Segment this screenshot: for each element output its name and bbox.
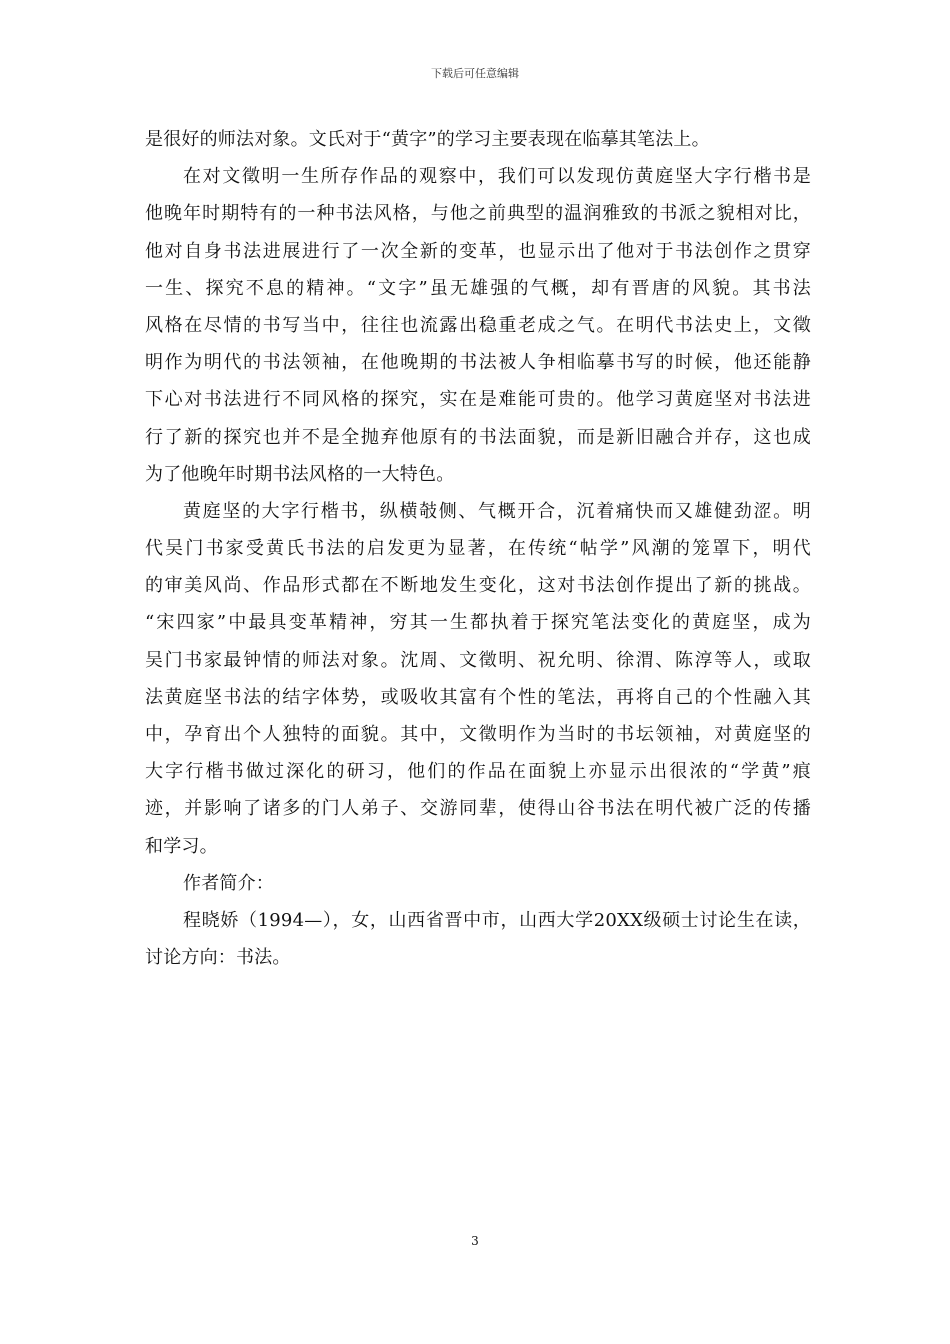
author-bio-heading: 作者简介：	[183, 872, 274, 894]
page-number: 3	[471, 1234, 479, 1248]
paragraph-line: 吴门书家最钟情的师法对象。沈周、文徵明、祝允明、徐渭、陈淳等人，或取	[145, 649, 811, 671]
paragraph-line: 和学习。	[145, 835, 218, 857]
paragraph-line: 下心对书法进行不同风格的探究，实在是难能可贵的。他学习黄庭坚对书法进	[145, 389, 811, 411]
author-bio-line: 程晓娇（1994—），女，山西省晋中市，山西大学20XX级硕士讨论生在读，	[183, 909, 811, 931]
paragraph-line: 一生、探究不息的精神。“文字”虽无雄强的气概，却有晋唐的风貌。其书法	[145, 277, 811, 299]
paragraph-line: 迹，并影响了诸多的门人弟子、交游同辈，使得山谷书法在明代被广泛的传播	[145, 798, 811, 820]
paragraph-line: 代吴门书家受黄氏书法的启发更为显著，在传统“帖学”风潮的笼罩下，明代	[145, 538, 811, 560]
paragraph-line: 是很好的师法对象。文氏对于“黄字”的学习主要表现在临摹其笔法上。	[145, 129, 710, 150]
paragraph-line: 他晚年时期特有的一种书法风格，与他之前典型的温润雅致的书派之貌相对比，	[145, 203, 811, 225]
paragraph-line: 在对文徵明一生所存作品的观察中，我们可以发现仿黄庭坚大字行楷书是	[183, 166, 811, 188]
paragraph-line: 法黄庭坚书法的结字体势，或吸收其富有个性的笔法，再将自己的个性融入其	[145, 686, 811, 708]
paragraph-line: 为了他晚年时期书法风格的一大特色。	[145, 463, 455, 485]
paragraph-line: 风格在尽情的书写当中，往往也流露出稳重老成之气。在明代书法史上，文徵	[145, 314, 811, 336]
paragraph-line: 的审美风尚、作品形式都在不断地发生变化，这对书法创作提出了新的挑战。	[145, 575, 811, 597]
paragraph-line: 他对自身书法进展进行了一次全新的变革，也显示出了他对于书法创作之贯穿	[145, 240, 811, 262]
paragraph-line: 黄庭坚的大字行楷书，纵横攲侧、气概开合，沉着痛快而又雄健劲涩。明	[183, 500, 811, 522]
paragraph-line: 中，孕育出个人独特的面貌。其中，文徵明作为当时的书坛领袖，对黄庭坚的	[145, 724, 811, 745]
paragraph-line: 大字行楷书做过深化的研习，他们的作品在面貌上亦显示出很浓的“学黄”痕	[145, 761, 811, 783]
paragraph-line: 明作为明代的书法领袖，在他晚期的书法被人争相临摹书写的时候，他还能静	[145, 352, 811, 374]
author-bio-line: 讨论方向：书法。	[145, 947, 291, 969]
document-body	[145, 121, 811, 976]
paragraph-line: 行了新的探究也并不是全抛弃他原有的书法面貌，而是新旧融合并存，这也成	[145, 426, 811, 448]
page-header: 下载后可任意编辑	[431, 67, 519, 80]
paragraph-line: “宋四家”中最具变革精神，穷其一生都执着于探究笔法变化的黄庭坚，成为	[145, 612, 811, 634]
